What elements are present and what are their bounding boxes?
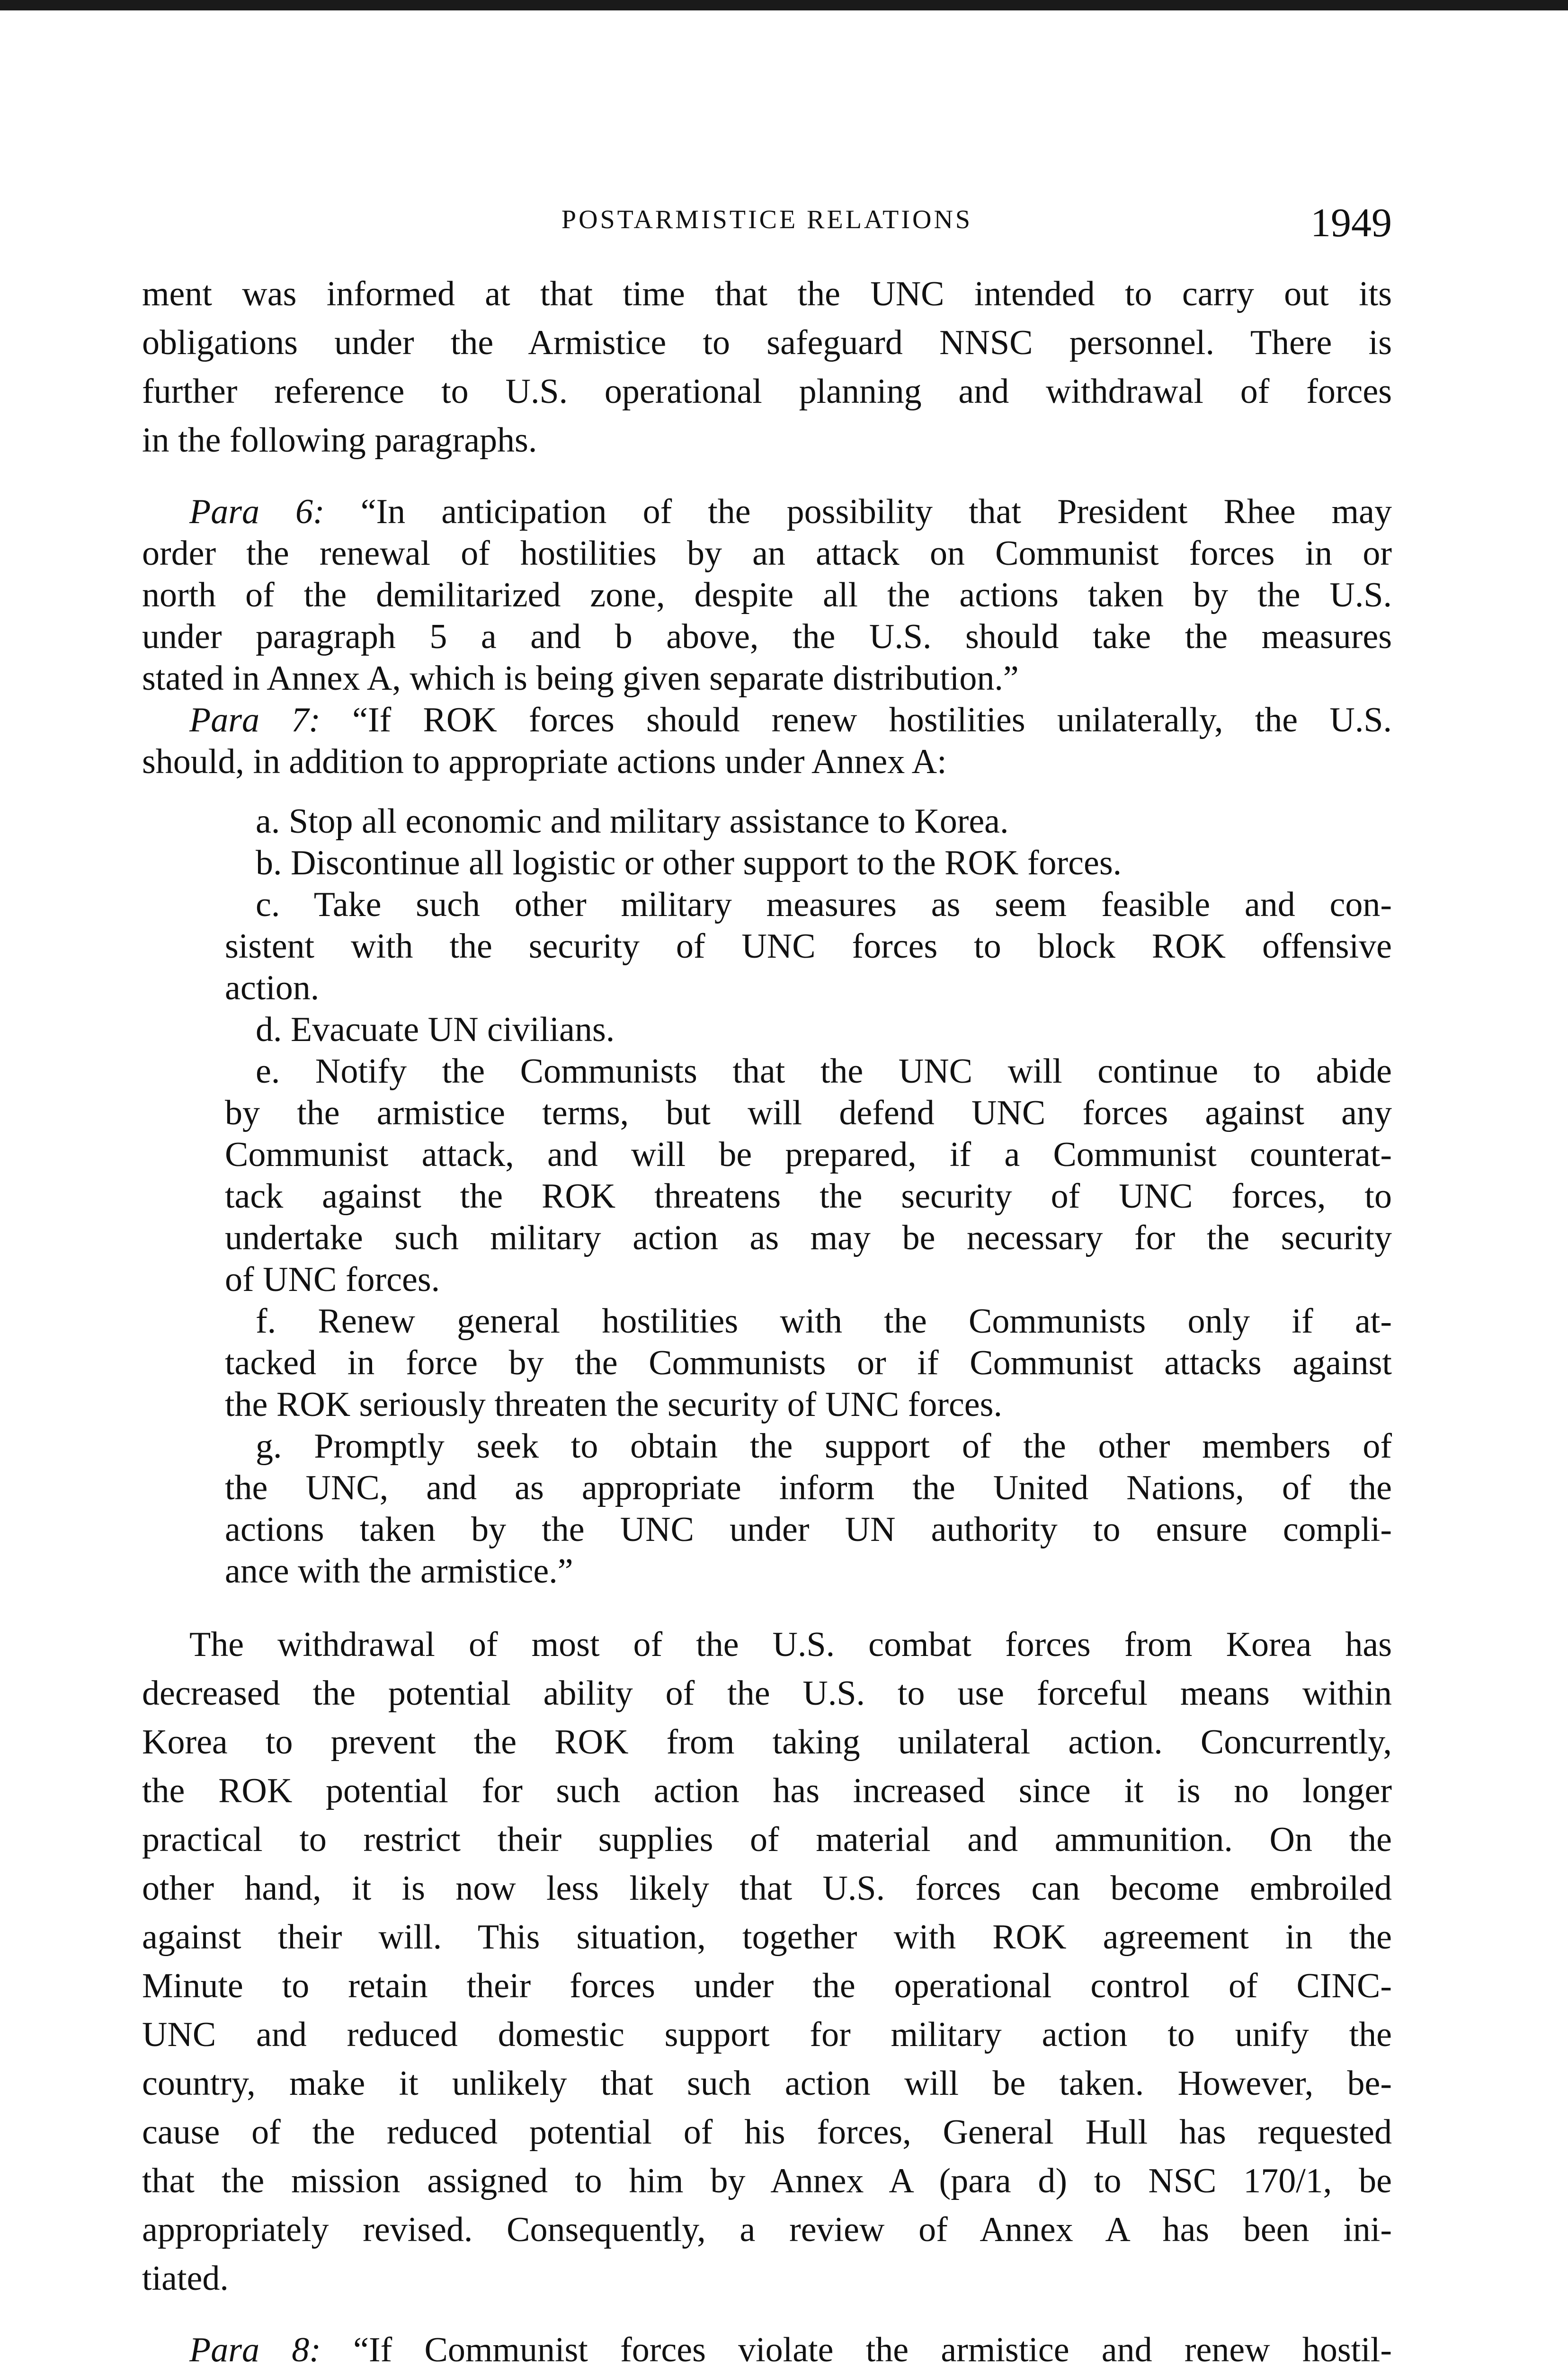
text-line: the ROK potential for such action has increased since it is no longer — [142, 1771, 1392, 1810]
text-line: that the mission assigned to him by Annex A (para d) to NSC 170/1, be — [142, 2162, 1392, 2200]
text-line: appropriately revised. Consequently, a review of Annex A has been ini- — [142, 2210, 1392, 2249]
text-line: stated in Annex A, which is being given separate distribution.” — [142, 659, 1019, 698]
list-item-continued: undertake such military action as may be necessary for the security — [225, 1219, 1392, 1257]
para-label: Para 6: — [189, 492, 325, 531]
list-item-continued: by the armistice terms, but will defend UNC forces against any — [225, 1094, 1392, 1132]
list-item: g. Promptly seek to obtain the support of the other members of — [256, 1427, 1392, 1466]
running-head — [142, 199, 1392, 251]
text-line: other hand, it is now less likely that U.S. forces can become embroiled — [142, 1869, 1392, 1908]
quote-para-6 — [142, 491, 1392, 699]
text-line: Para 7: “If ROK forces should renew hostilities unilaterally, the U.S. — [189, 701, 1392, 739]
text-line: under paragraph 5 a and b above, the U.S. should take the measures — [142, 617, 1392, 656]
list-item-continued: sistent with the security of UNC forces to block ROK offensive — [225, 927, 1392, 966]
list-item-continued: tacked in force by the Communists or if Communist attacks against — [225, 1344, 1392, 1382]
list-item-continued: actions taken by the UNC under UN authority to ensure compli- — [225, 1510, 1392, 1549]
text-line: Minute to retain their forces under the operational control of CINC- — [142, 1967, 1392, 2005]
paragraph-continuation — [142, 270, 1392, 465]
para-label: Para 7: — [189, 701, 321, 739]
text-line: practical to restrict their supplies of material and ammunition. On the — [142, 1820, 1392, 1859]
text-line: Para 6: “In anticipation of the possibility that President Rhee may — [189, 492, 1392, 531]
list-item: c. Take such other military measures as seem feasible and con- — [256, 885, 1392, 924]
list-item-continued: action. — [225, 969, 320, 1007]
list-item: b. Discontinue all logistic or other support to the ROK forces. — [256, 844, 1122, 882]
text-line: against their will. This situation, together with ROK agreement in the — [142, 1918, 1392, 1957]
list-item-continued: ance with the armistice.” — [225, 1552, 573, 1591]
list-item-continued: Communist attack, and will be prepared, if a Communist counterat- — [225, 1135, 1392, 1174]
list-item: e. Notify the Communists that the UNC will continue to abide — [256, 1052, 1392, 1091]
para-label: Para 8: — [189, 2331, 321, 2367]
body-text — [142, 270, 1392, 2367]
list-item-continued: the ROK seriously threaten the security of UNC forces. — [225, 1385, 1002, 1424]
list-item-continued: the UNC, and as appropriate inform the United Nations, of the — [225, 1468, 1392, 1507]
text-line: The withdrawal of most of the U.S. combat forces from Korea has — [189, 1625, 1392, 1664]
quote-para-7 — [142, 699, 1392, 783]
text-line: decreased the potential ability of the U.S. to use forceful means within — [142, 1674, 1392, 1713]
text-line: ment was informed at that time that the UNC intended to carry out its — [142, 275, 1392, 313]
text-line: Para 8: “If Communist forces violate the armistice and renew hostil- — [142, 2329, 1392, 2367]
text-line: in the following paragraphs. — [142, 421, 537, 460]
text-line: obligations under the Armistice to safeguard NNSC personnel. There is — [142, 323, 1392, 362]
page-number: 1949 — [1310, 200, 1392, 245]
text-line: north of the demilitarized zone, despite all the actions taken by the U.S. — [142, 576, 1392, 614]
text-line: further reference to U.S. operational planning and withdrawal of forces — [142, 372, 1392, 411]
text-line: cause of the reduced potential of his forces, General Hull has requested — [142, 2113, 1392, 2152]
top-edge-rule — [0, 0, 1568, 10]
text-line: tiated. — [142, 2259, 229, 2298]
text-line: Korea to prevent the ROK from taking unilateral action. Concurrently, — [142, 1723, 1392, 1762]
action-list — [142, 801, 1392, 1592]
quote-para-8 — [142, 2329, 1392, 2367]
paragraph-withdrawal — [142, 1620, 1392, 2303]
list-item-continued: of UNC forces. — [225, 1260, 440, 1299]
text-line: country, make it unlikely that such action will be taken. However, be- — [142, 2064, 1392, 2103]
list-item: a. Stop all economic and military assistance to Korea. — [256, 802, 1009, 841]
text-line: UNC and reduced domestic support for military action to unify the — [142, 2015, 1392, 2054]
list-item-continued: tack against the ROK threatens the security of UNC forces, to — [225, 1177, 1392, 1216]
text-line: order the renewal of hostilities by an attack on Communist forces in or — [142, 534, 1392, 573]
list-item: d. Evacuate UN civilians. — [256, 1010, 615, 1049]
text-line: should, in addition to appropriate actions under Annex A: — [142, 742, 947, 781]
list-item: f. Renew general hostilities with the Communists only if at- — [256, 1302, 1392, 1341]
running-title: POSTARMISTICE RELATIONS — [561, 205, 973, 234]
